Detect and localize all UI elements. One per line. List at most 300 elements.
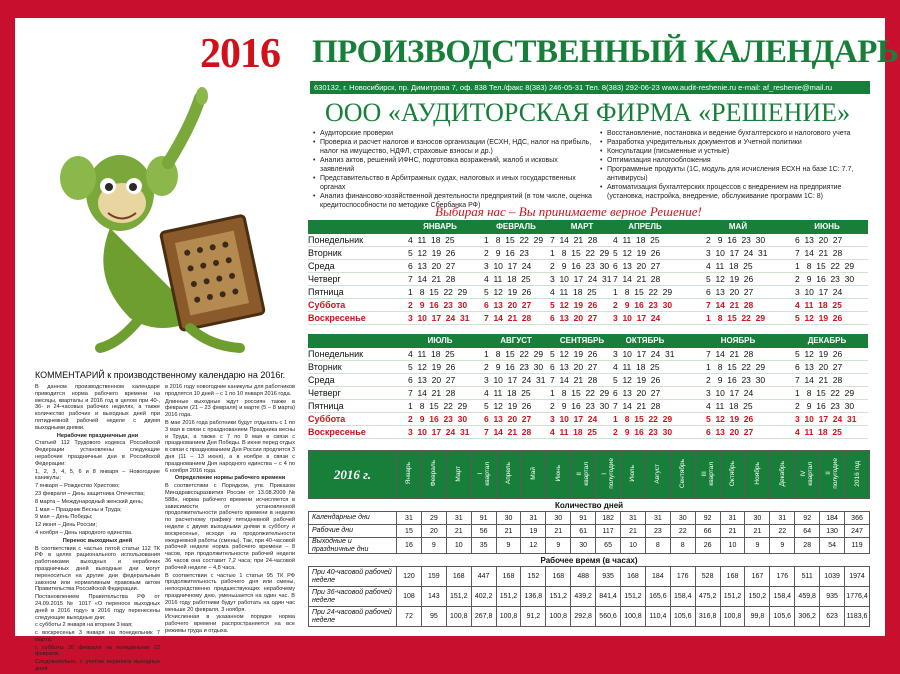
- comment-paragraph: Перенос выходных дней: [62, 537, 133, 544]
- stats-value: 92: [795, 512, 820, 525]
- month-day-cell: 7 14 21 28: [484, 427, 532, 437]
- stats-value: 10: [446, 538, 471, 554]
- stats-value: 528: [695, 567, 720, 587]
- comment-paragraph: В соответствии с частью 1 статьи 95 ТК РФ продолжительность рабочего дня или смены, непосредственно предшествующих нерабочему праздничному дню, уменьшается на один час. В 2016 году работники будут работать на один час меньше 20 февраля, 3 ноября.: [165, 572, 295, 613]
- month-day-cell: 4 11 18 25: [613, 235, 660, 245]
- weekday-name: Понедельник: [308, 235, 364, 245]
- stats-value: 72: [397, 607, 422, 627]
- weekday-row: [308, 299, 868, 312]
- comment-column-2: [165, 384, 295, 636]
- stats-value: 31: [397, 512, 422, 525]
- month-day-cell: 4 11 18 25: [408, 235, 455, 245]
- comment-paragraph: В мае 2016 года работники будут отдыхать с 1 по 3 мая в связи с празднованием Праздника весны и Труда, а также с 7 по 9 мая в связи с празднованием Дня Победы. В июне перед отдых в связи с празднованием Дня России продлится 3 дня (11 – 13 июня), а в ноябре в связи с празднованием Дня народного единства – с 4 по 6 ноября 2016 года.: [165, 419, 295, 474]
- month-name: ДЕКАБРЬ: [807, 336, 847, 345]
- stats-value: 151,2: [621, 587, 646, 607]
- month-day-cell: 2 9 16 23 30: [706, 235, 766, 245]
- services-list-right: [600, 129, 880, 201]
- stats-value: 152: [521, 567, 546, 587]
- stats-value: 92: [695, 512, 720, 525]
- month-day-cell: 3 10 17 24: [613, 313, 661, 323]
- month-name: НОЯБРЬ: [720, 336, 756, 345]
- month-day-cell: 2 9 16 23 30: [484, 362, 544, 372]
- stats-value: 402,2: [471, 587, 496, 607]
- stats-value: 30: [670, 512, 695, 525]
- calendar-first-half: [308, 220, 868, 325]
- month-day-cell: 3 10 17 24 31: [706, 248, 768, 258]
- month-name: ИЮНЬ: [814, 222, 840, 231]
- stats-column-header: [645, 451, 670, 499]
- stats-value: 151,2: [446, 587, 471, 607]
- month-day-cell: 3 10 17 24 31: [484, 375, 546, 385]
- month-day-cell: 5 12 19 26: [484, 287, 532, 297]
- stats-value: 10: [621, 538, 646, 554]
- service-item: • Программные продукты (1С, модуль для исчисления ЕСХН на базе 1С: 7.7, антивирусы): [600, 165, 880, 183]
- month-name: ИЮЛЬ: [427, 336, 453, 345]
- comment-paragraph: Следовательно, с учетом переноса выходных дней: [35, 659, 160, 673]
- contacts-bar: 630132, г. Новосибирск, пр. Димитрова 7, оф. 838 Тел./факс 8(383) 246-05-31 Тел. 8(383) 292-06-23 www.audit-reshenie.ru e-mail: af_reshenie@mail.ru: [310, 81, 870, 94]
- stats-column-label: Апрель: [505, 462, 512, 485]
- weekday-name: Воскресенье: [308, 313, 366, 323]
- stats-data-row: [309, 538, 870, 554]
- month-day-cell: 3 10 17 24 31: [795, 414, 857, 424]
- stats-value: 8: [670, 538, 695, 554]
- stats-row-label: При 36-часовой рабочей неделе: [309, 587, 397, 607]
- stats-value: 16: [397, 538, 422, 554]
- stats-value: 143: [421, 587, 446, 607]
- stats-value: 99,8: [745, 607, 770, 627]
- service-item: • Оптимизация налогообложения: [600, 156, 880, 165]
- stats-value: 30: [546, 512, 571, 525]
- month-day-cell: 7 14 21 28: [795, 248, 843, 258]
- month-day-cell: 2 9 16 23 30: [550, 261, 610, 271]
- stats-column-header: [471, 451, 496, 499]
- weekday-name: Воскресенье: [308, 427, 366, 437]
- stats-column-label: Ноябрь: [753, 462, 761, 485]
- stats-value: 91: [471, 512, 496, 525]
- stats-value: 64: [795, 525, 820, 538]
- stats-column-header: [745, 451, 770, 499]
- month-day-cell: 4 11 18 25: [706, 261, 753, 271]
- stats-column-label: Сентябрь: [679, 458, 687, 489]
- service-item: • Автоматизация бухгалтерских процессов с внедрением на предприятие (установка, настройка, внедрение, обслуживание программ 1С: 8): [600, 183, 880, 201]
- service-item: • Консультации (письменные и устные): [600, 147, 880, 156]
- stats-value: 439,2: [571, 587, 596, 607]
- stats-value: 21: [546, 525, 571, 538]
- stats-data-row: [309, 512, 870, 525]
- comment-paragraph: 23 февраля – День защитника Отечества;: [35, 490, 145, 497]
- weekday-row: [308, 426, 868, 439]
- stats-value: 184: [820, 512, 845, 525]
- stats-value: 61: [571, 525, 596, 538]
- month-day-cell: 4 11 18 25: [795, 300, 842, 310]
- stats-value: 100,8: [720, 607, 745, 627]
- stats-value: 623: [820, 607, 845, 627]
- stats-value: 100,8: [621, 607, 646, 627]
- month-day-cell: 1 8 15 22 29: [613, 287, 673, 297]
- stats-value: 1039: [820, 567, 845, 587]
- month-day-cell: 4 11 18 25: [613, 362, 660, 372]
- month-header-row: [308, 220, 868, 234]
- stats-column-header: [546, 451, 571, 499]
- service-item: • Анализ финансово-хозяйственной деятельности предприятий (в том числе, оценка кредитоспособности по методике Сбербанка РФ): [313, 192, 593, 210]
- stats-value: 21: [745, 525, 770, 538]
- month-name: АПРЕЛЬ: [628, 222, 662, 231]
- month-day-cell: 4 11 18 25: [550, 287, 597, 297]
- month-name: МАЙ: [728, 222, 748, 231]
- stats-value: 168: [496, 567, 521, 587]
- working-time-table: [308, 450, 870, 627]
- stats-value: 31: [770, 512, 795, 525]
- calendar-sheet: [15, 18, 899, 673]
- comment-paragraph: В соответствии с частью пятой статьи 112 ТК РФ в целях рационального использования работниками выходных и нерабочих праздничных дней выходные дни могут переноситься на другие дни федеральным законом или нормативным правовым актом Правительства Российской Федерации.: [35, 545, 160, 593]
- comment-paragraph: 1, 2, 3, 4, 5, 6 и 8 января – Новогодние каникулы;: [35, 468, 160, 482]
- month-day-cell: 5 12 19 26: [613, 248, 661, 258]
- stats-column-header: [521, 451, 546, 499]
- comment-column-1: [35, 384, 160, 674]
- stats-column-header: [421, 451, 446, 499]
- stats-value: 20: [421, 525, 446, 538]
- service-item: • Восстановление, постановка и ведение бухгалтерского и налогового учета: [600, 129, 880, 138]
- stats-value: 366: [845, 512, 870, 525]
- weekday-row: [308, 273, 868, 286]
- stats-row-label: При 40-часовой рабочей неделе: [309, 567, 397, 587]
- stats-value: 168: [621, 567, 646, 587]
- comment-paragraph: Нерабочие праздничные дни: [56, 432, 139, 439]
- month-day-cell: 3 10 17 24: [706, 388, 754, 398]
- comment-paragraph: Длинные выходные ждут россиян также в феврале (21 – 23 февраля) и марте (5 – 8 марта) 2016 года.: [165, 398, 295, 419]
- stats-value: 65: [596, 538, 621, 554]
- stats-value: 1974: [845, 567, 870, 587]
- month-day-cell: 2 9 16 23 30: [408, 300, 468, 310]
- stats-value: 15: [397, 525, 422, 538]
- comment-paragraph: с субботы 2 января на вторник 3 мая;: [35, 622, 133, 629]
- month-day-cell: 1 8 15 22 29: [706, 313, 766, 323]
- stats-value: 151,2: [720, 587, 745, 607]
- month-day-cell: 6 13 20 27: [795, 362, 843, 372]
- stats-value: 182: [596, 512, 621, 525]
- stats-value: 108: [397, 587, 422, 607]
- weekday-name: Суббота: [308, 300, 346, 310]
- stats-value: 21: [496, 525, 521, 538]
- comment-paragraph: 12 июня – День России;: [35, 522, 97, 529]
- stats-column-label: I квартал: [476, 461, 491, 486]
- month-day-cell: 1 8 15 22 29: [550, 248, 610, 258]
- stats-column-header: [496, 451, 521, 499]
- stats-value: 91: [571, 512, 596, 525]
- comment-paragraph: Определение нормы рабочего времени: [174, 475, 286, 482]
- month-day-cell: 5 12 19 26: [795, 349, 843, 359]
- stats-data-row: [309, 587, 870, 607]
- stats-value: 459,8: [795, 587, 820, 607]
- stats-value: 151,2: [496, 587, 521, 607]
- month-day-cell: 7 14 21 28: [795, 375, 843, 385]
- stats-value: 9: [546, 538, 571, 554]
- month-day-cell: 7 14 21 28: [550, 235, 598, 245]
- weekday-row: [308, 400, 868, 413]
- stats-column-header: [397, 451, 422, 499]
- month-day-cell: 5 12 19 26: [408, 248, 456, 258]
- service-item: • Представительство в Арбитражных судах, налоговых и иных государственных органах: [313, 174, 593, 192]
- stats-value: 22: [670, 525, 695, 538]
- month-day-cell: 3 10 17 24 31: [613, 349, 675, 359]
- month-day-cell: 2 9 16 23 30: [613, 300, 673, 310]
- month-day-cell: 3 10 17 24 31: [408, 427, 470, 437]
- stats-value: 935: [596, 567, 621, 587]
- stats-value: 10: [720, 538, 745, 554]
- weekday-row: [308, 361, 868, 374]
- month-day-cell: 5 12 19 26: [484, 401, 532, 411]
- weekday-row: [308, 312, 868, 325]
- comment-paragraph: В соответствии с Порядком, утв. Приказом Минздравсоцразвития России от 13.08.2009 № 588н, норма рабочего времени исчисляется в зависимости от установленной продолжительности рабочего времени в неделю по расчетному графику пятидневной рабочей недели с двумя выходными днями в субботу и воскресенье, исходя из продолжительности ежедневной работы (смены). Так, при 40-часовой рабочей неделе норма рабочего времени – 8 часов, при продолжительности рабочей недели 36 часов она составит 7,2 часа; при 24-часовой рабочей неделе – 4,8 часа.: [165, 483, 295, 571]
- stats-value: 136,8: [521, 587, 546, 607]
- stats-value: 95: [421, 607, 446, 627]
- stats-value: 935: [820, 587, 845, 607]
- stats-column-label: Март: [455, 465, 463, 482]
- month-day-cell: 6 13 20 27: [550, 313, 598, 323]
- month-day-cell: 6 13 20 27: [408, 261, 456, 271]
- month-day-cell: 7 14 21 28: [408, 388, 456, 398]
- comment-paragraph: 8 марта – Международный женский день;: [35, 498, 144, 505]
- month-day-cell: 4 11 18 25: [706, 401, 753, 411]
- stats-column-label: II квартал: [576, 461, 591, 486]
- services-list-left: [313, 129, 593, 210]
- weekday-name: Среда: [308, 375, 335, 385]
- weekday-name: Пятница: [308, 401, 344, 411]
- stats-column-header: [770, 451, 795, 499]
- month-day-cell: 2 9 16 23 30: [408, 414, 468, 424]
- month-day-cell: 7 14 21 28: [706, 300, 754, 310]
- weekday-name: Среда: [308, 261, 335, 271]
- comment-paragraph: В данном производственном календаре приводится норма рабочего времени на месяцы, кварталы и 2016 год в целом при 40-, 36- и 24-часовых рабочих неделях, а также количество рабочих и выходных дней при пятидневной рабочей неделе с двумя выходными днями.: [35, 384, 160, 431]
- comment-title: КОММЕНТАРИЙ к производственному календарю на 2016г.: [35, 370, 286, 380]
- month-day-cell: 5 12 19 26: [795, 313, 843, 323]
- comment-paragraph: 9 мая – День Победы;: [35, 514, 93, 521]
- stats-data-row: [309, 567, 870, 587]
- month-day-cell: 4 11 18 25: [795, 427, 842, 437]
- stats-row-label: Выходные и праздничные дни: [309, 538, 397, 554]
- stats-row-label: Рабочие дни: [309, 525, 397, 538]
- month-day-cell: 1 8 15 22 29: [408, 401, 468, 411]
- month-name: СЕНТЯБРЬ: [559, 336, 605, 345]
- weekday-row: [308, 348, 868, 361]
- stats-value: 120: [397, 567, 422, 587]
- comment-paragraph: с воскресенья 3 января на понедельник 7 марта;: [35, 630, 160, 643]
- stats-value: 117: [596, 525, 621, 538]
- month-day-cell: 7 14 21 28: [613, 274, 661, 284]
- month-day-cell: 7 14 21 28: [706, 349, 754, 359]
- stats-value: 100,8: [496, 607, 521, 627]
- month-day-cell: 3 10 17 24: [795, 287, 843, 297]
- stats-value: 9: [421, 538, 446, 554]
- stats-column-header: [571, 451, 596, 499]
- stats-row-label: При 24-часовой рабочей неделе: [309, 607, 397, 627]
- stats-value: 21: [621, 525, 646, 538]
- month-day-cell: 7 14 21 28: [550, 375, 598, 385]
- stats-value: 31: [521, 512, 546, 525]
- stats-value: 511: [795, 567, 820, 587]
- stats-value: 165,6: [645, 587, 670, 607]
- month-day-cell: 5 12 19 26: [613, 375, 661, 385]
- month-day-cell: 1 8 15 22 29: [613, 414, 673, 424]
- year-heading: 2016: [200, 31, 280, 77]
- stats-value: 31: [720, 512, 745, 525]
- stats-value: 21: [446, 525, 471, 538]
- slogan: Выбирая нас – Вы принимаете верное Решение!: [435, 204, 702, 219]
- stats-value: 100,8: [546, 607, 571, 627]
- month-day-cell: 5 12 19 26: [408, 362, 456, 372]
- stats-value: 316,8: [695, 607, 720, 627]
- stats-value: 66: [695, 525, 720, 538]
- month-day-cell: 3 10 17 24 31: [550, 274, 612, 284]
- stats-column-header: [845, 451, 870, 499]
- stats-column-label: Декабрь: [778, 460, 786, 487]
- stats-column-label: 2016 год: [853, 460, 861, 487]
- month-day-cell: 7 14 21 28: [484, 313, 532, 323]
- stats-section-title: Рабочее время (в часах): [309, 554, 870, 567]
- stats-value: 167: [745, 567, 770, 587]
- stats-value: 267,8: [471, 607, 496, 627]
- month-day-cell: 6 13 20 27: [408, 375, 456, 385]
- month-day-cell: 2 9 16 23 30: [795, 401, 855, 411]
- month-day-cell: 3 10 17 24: [550, 414, 598, 424]
- month-day-cell: 2 9 16 23 30: [795, 274, 855, 284]
- month-day-cell: 6 13 20 27: [484, 414, 532, 424]
- month-day-cell: 6 13 20 27: [613, 261, 661, 271]
- stats-column-header: [621, 451, 646, 499]
- comment-paragraph: с субботы 20 февраля на понедельник 22 февраля.: [35, 644, 160, 658]
- month-day-cell: 7 14 21 28: [613, 401, 661, 411]
- stats-value: 31: [621, 512, 646, 525]
- stats-data-row: [309, 607, 870, 627]
- stats-column-label: Февраль: [430, 460, 438, 487]
- comment-paragraph: 1 мая – Праздник Весны и Труда;: [35, 506, 122, 513]
- weekday-row: [308, 387, 868, 400]
- stats-value: 8: [645, 538, 670, 554]
- month-day-cell: 2 9 16 23 30: [706, 375, 766, 385]
- stats-value: 56: [471, 525, 496, 538]
- stats-value: 105,6: [770, 607, 795, 627]
- stats-value: 30: [571, 538, 596, 554]
- calendar-second-half: [308, 334, 868, 439]
- stats-value: 1776,4: [845, 587, 870, 607]
- month-day-cell: 2 9 16 23 30: [550, 401, 610, 411]
- month-day-cell: 1 8 15 22 29: [550, 388, 610, 398]
- stats-column-label: III квартал: [700, 461, 715, 486]
- weekday-row: [308, 247, 868, 260]
- comment-paragraph: Постановлением Правительства РФ от 24.09.2015 № 1017 «О переносе выходных дней в 2016 году» в 2016 году перенесены следующие выходные дни:: [35, 594, 160, 621]
- comment-paragraph: в 2016 году новогодние каникулы для работников продлятся 10 дней – с 1 по 10 января 2016 года.: [165, 384, 295, 397]
- stats-row-label: Календарные дни: [309, 512, 397, 525]
- stats-value: 176: [670, 567, 695, 587]
- stats-column-header: [795, 451, 820, 499]
- stats-corner-label: 2016 г.: [309, 451, 397, 499]
- stats-value: 488: [571, 567, 596, 587]
- stats-value: 247: [845, 525, 870, 538]
- stats-value: 105,6: [670, 607, 695, 627]
- stats-value: 168: [446, 567, 471, 587]
- month-day-cell: 4 11 18 25: [550, 427, 597, 437]
- stats-value: 306,2: [795, 607, 820, 627]
- month-day-cell: 1 8 15 22 29: [795, 261, 855, 271]
- weekday-name: Суббота: [308, 414, 346, 424]
- stats-value: 28: [795, 538, 820, 554]
- stats-column-header: [720, 451, 745, 499]
- stats-value: 168: [546, 567, 571, 587]
- month-name: МАРТ: [570, 222, 594, 231]
- month-day-cell: 1 8 15 22 29: [484, 235, 544, 245]
- stats-column-header: [820, 451, 845, 499]
- stats-column-label: IV квартал: [800, 461, 815, 486]
- service-item: • Аудиторские проверки: [313, 129, 593, 138]
- stats-value: 9: [745, 538, 770, 554]
- comment-paragraph: Исчисленная в указанном порядке норма рабочего времени распространяется на все режимы труда и отдыха.: [165, 614, 295, 634]
- stats-data-row: [309, 525, 870, 538]
- stats-value: 292,8: [571, 607, 596, 627]
- comment-paragraph: 7 января – Рождество Христово;: [35, 483, 120, 490]
- stats-value: 184: [645, 567, 670, 587]
- month-day-cell: 6 13 20 27: [706, 287, 754, 297]
- month-header-row: [308, 334, 868, 348]
- stats-value: 475,2: [695, 587, 720, 607]
- stats-value: 26: [695, 538, 720, 554]
- stats-value: 1183,6: [845, 607, 870, 627]
- stats-value: 54: [820, 538, 845, 554]
- stats-value: 119: [845, 538, 870, 554]
- month-day-cell: 1 8 15 22 29: [484, 349, 544, 359]
- month-day-cell: 4 11 18 25: [408, 349, 455, 359]
- weekday-row: [308, 413, 868, 426]
- month-day-cell: 4 11 18 25: [484, 388, 531, 398]
- stats-column-label: Июль: [629, 465, 637, 482]
- calendar-title: ПРОИЗВОДСТВЕННЫЙ КАЛЕНДАРЬ: [312, 34, 899, 70]
- stats-column-label: Январь: [405, 462, 413, 485]
- month-day-cell: 6 13 20 27: [795, 235, 843, 245]
- month-day-cell: 5 12 19 26: [550, 349, 598, 359]
- stats-value: 21: [720, 525, 745, 538]
- stats-value: 159: [421, 567, 446, 587]
- month-day-cell: 3 10 17 24 31: [408, 313, 470, 323]
- stats-value: 110,4: [645, 607, 670, 627]
- comment-paragraph: 4 ноября – День народного единства.: [35, 529, 133, 536]
- stats-section-row: [309, 554, 870, 567]
- weekday-name: Вторник: [308, 248, 342, 258]
- stats-value: 841,4: [596, 587, 621, 607]
- comment-paragraph: Статьей 112 Трудового кодекса Российской Федерации установлены следующие нерабочие праздничные дни в Российской Федерации:: [35, 440, 160, 467]
- month-day-cell: 5 12 19 26: [706, 274, 754, 284]
- weekday-name: Четверг: [308, 388, 341, 398]
- stats-column-header: [695, 451, 720, 499]
- stats-column-label: I полугодие: [601, 458, 616, 489]
- stats-value: 176: [770, 567, 795, 587]
- stats-value: 9: [770, 538, 795, 554]
- month-day-cell: 7 14 21 28: [408, 274, 456, 284]
- stats-section-row: [309, 499, 870, 512]
- month-day-cell: 6 13 20 27: [550, 362, 598, 372]
- stats-value: 158,4: [770, 587, 795, 607]
- stats-value: 100,8: [446, 607, 471, 627]
- stats-value: 168: [720, 567, 745, 587]
- service-item: • Разработка учредительных документов и Учетной политики: [600, 138, 880, 147]
- stats-value: 35: [471, 538, 496, 554]
- month-day-cell: 4 11 18 25: [484, 274, 531, 284]
- stats-column-header: [670, 451, 695, 499]
- stats-value: 560,6: [596, 607, 621, 627]
- month-day-cell: 6 13 20 27: [484, 300, 532, 310]
- stats-value: 30: [496, 512, 521, 525]
- weekday-name: Четверг: [308, 274, 341, 284]
- stats-value: 91,2: [521, 607, 546, 627]
- month-name: ФЕВРАЛЬ: [496, 222, 536, 231]
